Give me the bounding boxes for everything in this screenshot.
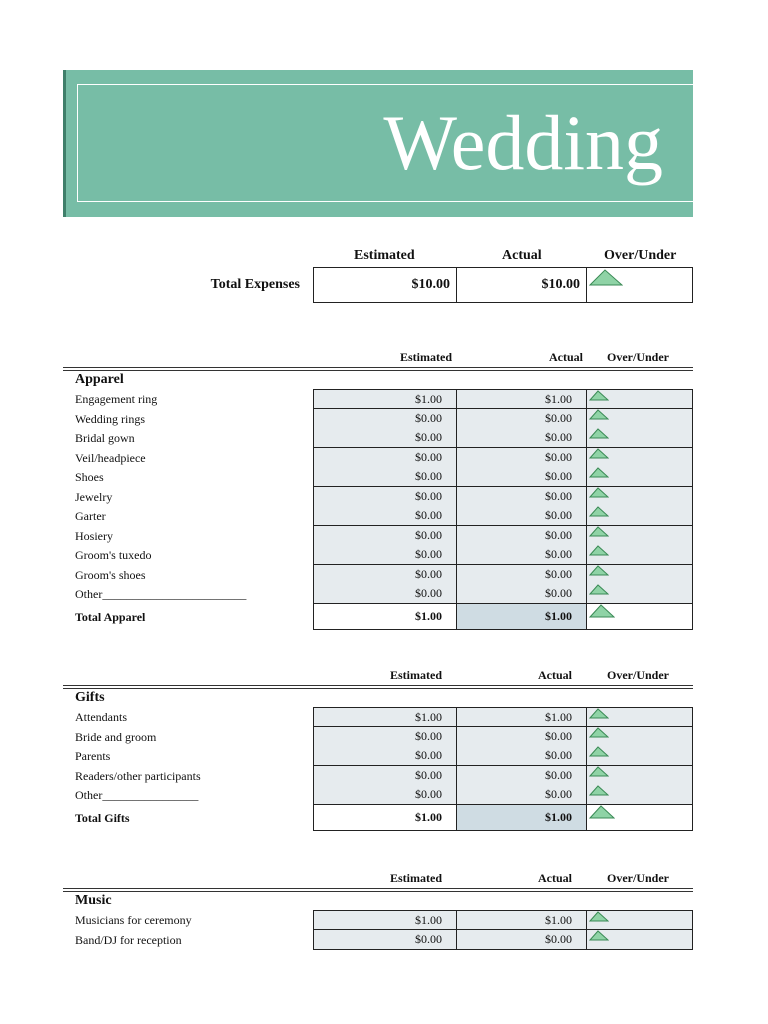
- row-cells: [313, 506, 693, 526]
- music-actual-header: Actual: [538, 871, 572, 885]
- music-over-under-header: Over/Under: [607, 871, 669, 885]
- music-estimated-header: Estimated: [390, 871, 442, 885]
- table-row: [63, 428, 693, 448]
- triangle-up-icon: [589, 467, 609, 478]
- apparel-rows: [63, 389, 693, 630]
- apparel-section: [63, 350, 693, 630]
- row-cells: [313, 409, 693, 429]
- actual-cell[interactable]: $1.00: [457, 911, 587, 929]
- estimated-cell[interactable]: $0.00: [314, 428, 457, 447]
- actual-cell[interactable]: $0.00: [457, 746, 587, 765]
- total-expenses-estimated[interactable]: $10.00: [314, 268, 457, 302]
- gifts-over-under-header: Over/Under: [607, 668, 669, 682]
- table-row: [63, 707, 693, 727]
- music-section: [63, 871, 693, 949]
- actual-cell[interactable]: $0.00: [457, 526, 587, 545]
- triangle-up-icon: [589, 545, 609, 556]
- over-under-cell[interactable]: [587, 545, 692, 564]
- over-under-cell[interactable]: [587, 506, 692, 525]
- actual-cell[interactable]: $1.00: [457, 805, 587, 830]
- actual-cell[interactable]: $0.00: [457, 506, 587, 525]
- row-cells: [313, 604, 693, 630]
- triangle-up-icon: [589, 428, 609, 439]
- triangle-up-icon: [589, 506, 609, 517]
- total-expenses-label: Total Expenses: [210, 277, 300, 292]
- gifts-total-label: Total Gifts: [75, 810, 130, 825]
- estimated-cell[interactable]: $0.00: [314, 930, 457, 949]
- row-label: Parents: [75, 749, 111, 763]
- music-rows: [63, 910, 693, 949]
- table-row: [63, 389, 693, 409]
- row-cells: [313, 727, 693, 747]
- table-row: [63, 727, 693, 747]
- actual-cell[interactable]: $0.00: [457, 584, 587, 603]
- row-cells: [313, 526, 693, 546]
- estimated-cell[interactable]: $0.00: [314, 565, 457, 584]
- estimated-cell[interactable]: $0.00: [314, 727, 457, 746]
- gifts-section: [63, 668, 693, 831]
- over-under-cell[interactable]: [587, 805, 692, 830]
- over-under-cell[interactable]: [587, 766, 692, 785]
- row-label: Wedding rings: [75, 411, 146, 426]
- row-cells: [313, 746, 693, 766]
- triangle-up-icon: [589, 727, 609, 738]
- over-under-cell[interactable]: [587, 390, 692, 408]
- actual-cell[interactable]: $0.00: [457, 565, 587, 584]
- estimated-cell[interactable]: $0.00: [314, 467, 457, 486]
- actual-cell[interactable]: $1.00: [457, 708, 587, 726]
- row-cells: [313, 428, 693, 448]
- summary-over-under-header: Over/Under: [604, 248, 677, 263]
- row-label: Attendants: [75, 710, 127, 724]
- row-cells: [313, 545, 693, 565]
- gifts-actual-header: Actual: [538, 668, 572, 682]
- over-under-cell[interactable]: [587, 428, 692, 447]
- actual-cell[interactable]: $0.00: [457, 487, 587, 506]
- apparel-title: Apparel: [75, 372, 124, 387]
- estimated-cell[interactable]: $0.00: [314, 545, 457, 564]
- row-cells: [313, 565, 693, 585]
- row-label: Bride and groom: [75, 729, 157, 744]
- over-under-cell[interactable]: [587, 467, 692, 486]
- estimated-cell[interactable]: $0.00: [314, 746, 457, 765]
- triangle-up-icon: [589, 708, 609, 719]
- triangle-up-icon: [589, 526, 609, 537]
- over-under-cell[interactable]: [587, 584, 692, 603]
- triangle-up-icon: [589, 448, 609, 459]
- table-row: [63, 584, 693, 604]
- total-expenses-row: [313, 267, 693, 303]
- estimated-cell[interactable]: $1.00: [314, 805, 457, 830]
- over-under-cell[interactable]: [587, 565, 692, 584]
- row-label: Hosiery: [75, 528, 113, 543]
- title-banner: [63, 70, 693, 217]
- gifts-rows: [63, 707, 693, 831]
- row-cells: [313, 766, 693, 786]
- over-under-cell[interactable]: [587, 746, 692, 765]
- music-title: Music: [75, 893, 112, 908]
- row-label: Other________________________: [75, 587, 247, 601]
- total-expenses-over-under[interactable]: [587, 268, 692, 302]
- over-under-cell[interactable]: [587, 785, 692, 804]
- row-cells: [313, 389, 693, 409]
- table-row: [63, 565, 693, 585]
- over-under-cell[interactable]: [587, 448, 692, 467]
- table-row: [63, 910, 693, 930]
- triangle-up-icon: [589, 746, 609, 757]
- actual-cell[interactable]: $0.00: [457, 409, 587, 428]
- row-cells: [313, 448, 693, 468]
- table-row: [63, 506, 693, 526]
- row-label: Engagement ring: [75, 392, 158, 406]
- estimated-cell[interactable]: $0.00: [314, 785, 457, 804]
- row-cells: [313, 707, 693, 727]
- row-label: Jewelry: [75, 489, 113, 504]
- actual-cell[interactable]: $0.00: [457, 930, 587, 949]
- row-label: Musicians for ceremony: [75, 913, 192, 927]
- over-under-cell[interactable]: [587, 930, 692, 949]
- page-title: Wedding: [383, 99, 663, 186]
- apparel-actual-header: Actual: [549, 350, 583, 364]
- estimated-cell[interactable]: $0.00: [314, 487, 457, 506]
- table-row: [63, 467, 693, 487]
- over-under-cell[interactable]: [587, 526, 692, 545]
- apparel-total-label: Total Apparel: [75, 609, 146, 624]
- apparel-over-under-header: Over/Under: [607, 350, 669, 364]
- triangle-up-icon: [589, 584, 609, 595]
- row-label: Other________________: [75, 788, 199, 802]
- actual-cell[interactable]: $0.00: [457, 545, 587, 564]
- triangle-up-icon: [589, 409, 609, 420]
- row-label: Garter: [75, 509, 106, 523]
- row-label: Readers/other participants: [75, 768, 201, 783]
- estimated-cell[interactable]: $1.00: [314, 708, 457, 726]
- actual-cell[interactable]: $0.00: [457, 467, 587, 486]
- apparel-estimated-header: Estimated: [400, 350, 452, 364]
- over-under-cell[interactable]: [587, 727, 692, 746]
- gifts-title: Gifts: [75, 690, 105, 705]
- triangle-up-icon: [589, 805, 615, 819]
- table-row: [63, 746, 693, 766]
- over-under-cell[interactable]: [587, 911, 692, 929]
- row-label: Band/DJ for reception: [75, 932, 182, 947]
- actual-cell[interactable]: $1.00: [457, 390, 587, 408]
- row-label: Shoes: [75, 470, 104, 484]
- over-under-cell[interactable]: [587, 708, 692, 726]
- table-row: [63, 785, 693, 805]
- actual-cell[interactable]: $1.00: [457, 604, 587, 629]
- table-row: [63, 409, 693, 429]
- row-cells: [313, 930, 693, 950]
- row-label: Groom's shoes: [75, 567, 146, 582]
- row-label: Groom's tuxedo: [75, 548, 152, 562]
- estimated-cell[interactable]: $0.00: [314, 448, 457, 467]
- triangle-up-icon: [589, 911, 609, 922]
- row-cells: [313, 805, 693, 831]
- table-row: [63, 526, 693, 546]
- table-row: [63, 448, 693, 468]
- gifts-total-row: [63, 805, 693, 831]
- estimated-cell[interactable]: $0.00: [314, 506, 457, 525]
- triangle-up-icon: [589, 487, 609, 498]
- estimated-cell[interactable]: $0.00: [314, 409, 457, 428]
- table-row: [63, 545, 693, 565]
- triangle-up-icon: [589, 565, 609, 576]
- total-expenses-actual[interactable]: $10.00: [457, 268, 587, 302]
- estimated-cell[interactable]: $1.00: [314, 911, 457, 929]
- triangle-up-icon: [589, 930, 609, 941]
- triangle-up-icon: [589, 390, 609, 401]
- estimated-cell[interactable]: $1.00: [314, 390, 457, 408]
- actual-cell[interactable]: $0.00: [457, 448, 587, 467]
- summary-estimated-header: Estimated: [354, 248, 415, 263]
- row-cells: [313, 584, 693, 604]
- triangle-up-icon: [589, 785, 609, 796]
- triangle-up-icon: [589, 766, 609, 777]
- row-cells: [313, 467, 693, 487]
- triangle-up-icon: [589, 268, 623, 286]
- estimated-cell[interactable]: $0.00: [314, 526, 457, 545]
- actual-cell[interactable]: $0.00: [457, 766, 587, 785]
- actual-cell[interactable]: $0.00: [457, 785, 587, 804]
- over-under-cell[interactable]: [587, 409, 692, 428]
- gifts-estimated-header: Estimated: [390, 668, 442, 682]
- apparel-total-row: [63, 604, 693, 630]
- estimated-cell[interactable]: $0.00: [314, 766, 457, 785]
- row-label: Bridal gown: [75, 431, 135, 445]
- row-cells: [313, 910, 693, 930]
- table-row: [63, 766, 693, 786]
- row-label: Veil/headpiece: [75, 450, 146, 465]
- actual-cell[interactable]: $0.00: [457, 428, 587, 447]
- triangle-up-icon: [589, 604, 615, 618]
- row-cells: [313, 487, 693, 507]
- over-under-cell[interactable]: [587, 487, 692, 506]
- over-under-cell[interactable]: [587, 604, 692, 629]
- actual-cell[interactable]: $0.00: [457, 727, 587, 746]
- table-row: [63, 487, 693, 507]
- row-cells: [313, 785, 693, 805]
- banner-edge: [63, 70, 66, 217]
- estimated-cell[interactable]: $1.00: [314, 604, 457, 629]
- estimated-cell[interactable]: $0.00: [314, 584, 457, 603]
- table-row: [63, 930, 693, 950]
- summary-actual-header: Actual: [502, 248, 542, 263]
